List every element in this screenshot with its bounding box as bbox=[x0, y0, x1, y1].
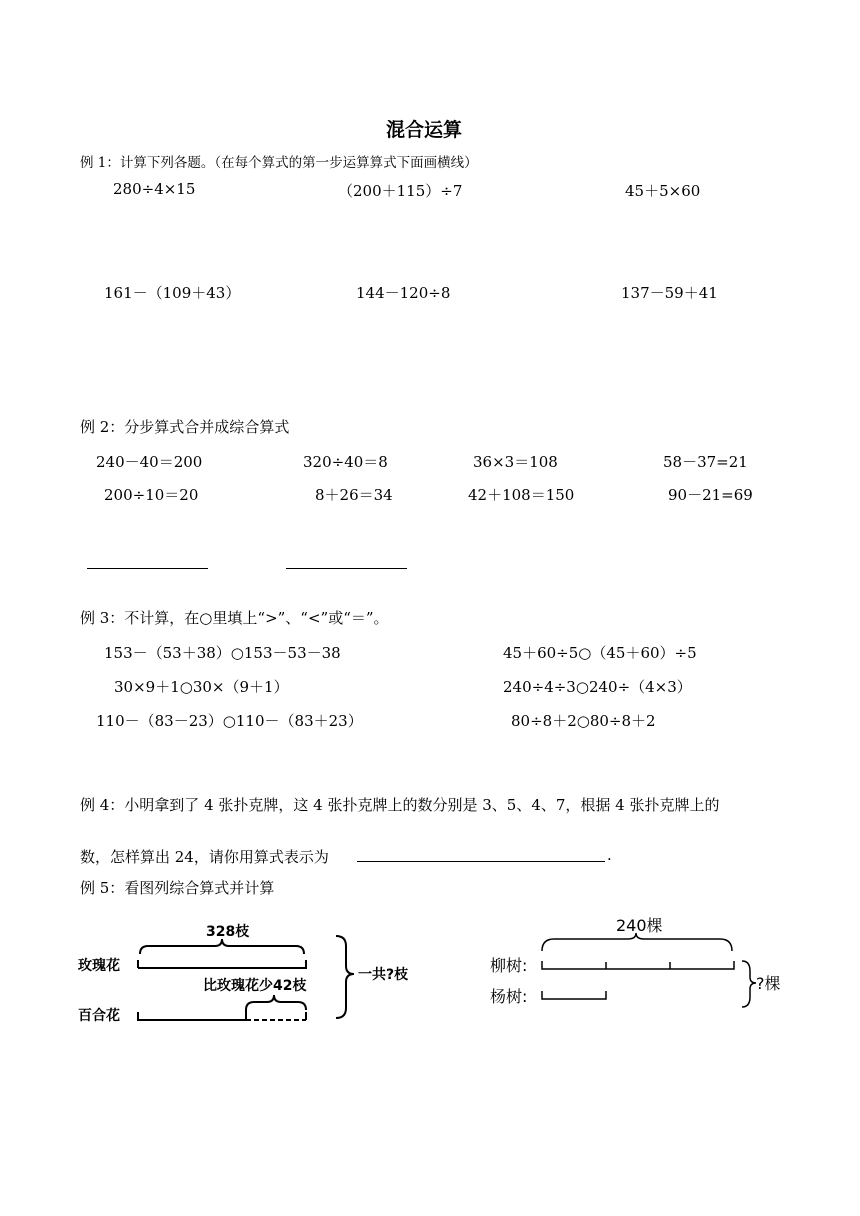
poplar-label: 杨树: bbox=[490, 987, 528, 1006]
ex3-compare: 80÷8＋2○80÷8＋2 bbox=[511, 712, 656, 730]
ex1-expr: （200＋115）÷7 bbox=[338, 182, 463, 200]
ex2-step: 200÷10＝20 bbox=[104, 486, 199, 504]
difference-brace bbox=[246, 995, 306, 1010]
ex1-expr: 161－（109＋43） bbox=[104, 284, 241, 302]
ex2-step: 240－40＝200 bbox=[96, 453, 203, 471]
ex1-heading: 例 1：计算下列各题。（在每个算式的第一步运算算式下面画横线） bbox=[80, 155, 478, 171]
ex1-expr: 280÷4×15 bbox=[113, 180, 196, 198]
ask-total-label: 一共?枝 bbox=[358, 967, 409, 983]
answer-line bbox=[357, 861, 605, 862]
tree-total-brace bbox=[742, 961, 756, 1007]
ex4-period: . bbox=[607, 846, 612, 864]
willow-bar bbox=[542, 961, 734, 969]
ex5-heading: 例 5：看图列综合算式并计算 bbox=[80, 879, 275, 897]
rose-total-label: 328枝 bbox=[206, 924, 250, 940]
flower-diagram bbox=[70, 912, 430, 1032]
rose-bar bbox=[138, 960, 306, 968]
ex2-step: 90－21=69 bbox=[668, 486, 753, 504]
ex4-text: 例 4：小明拿到了 4 张扑克牌，这 4 张扑克牌上的数分别是 3、5、4、7，根据 4 张扑克牌上的 bbox=[80, 796, 720, 814]
ex1-expr: 144－120÷8 bbox=[356, 284, 451, 302]
rose-brace bbox=[140, 939, 304, 954]
ex2-step: 8＋26＝34 bbox=[315, 486, 393, 504]
ex4-text: 数，怎样算出 24，请你用算式表示为 bbox=[80, 848, 329, 866]
lily-label: 百合花 bbox=[78, 1008, 120, 1024]
ex1-expr: 45＋5×60 bbox=[625, 182, 701, 200]
ex3-compare: 240÷4÷3○240÷（4×3） bbox=[503, 678, 692, 696]
ex2-heading: 例 2：分步算式合并成综合算式 bbox=[80, 418, 290, 436]
poplar-bar bbox=[542, 991, 606, 999]
ex2-step: 58－37=21 bbox=[663, 453, 748, 471]
answer-line bbox=[87, 568, 208, 569]
ex3-compare: 153－（53＋38）○153－53－38 bbox=[104, 644, 341, 662]
ex1-expr: 137－59＋41 bbox=[621, 284, 718, 302]
ask-trees-label: ?棵 bbox=[756, 974, 781, 993]
willow-brace bbox=[542, 933, 732, 951]
total-brace bbox=[336, 936, 354, 1018]
ex2-step: 36×3＝108 bbox=[473, 453, 558, 471]
ex3-compare: 45＋60÷5○（45＋60）÷5 bbox=[503, 644, 697, 662]
tree-diagram bbox=[480, 905, 810, 1015]
ex3-compare: 30×9＋1○30×（9＋1） bbox=[114, 678, 289, 696]
ex2-step: 42＋108＝150 bbox=[468, 486, 575, 504]
ex3-heading: 例 3：不计算，在○里填上“>”、“<”或“＝”。 bbox=[80, 609, 389, 627]
ex3-compare: 110－（83－23）○110－（83＋23） bbox=[96, 712, 363, 730]
rose-label: 玫瑰花 bbox=[78, 958, 120, 974]
ex2-step: 320÷40＝8 bbox=[303, 453, 388, 471]
lily-bar bbox=[138, 1010, 246, 1020]
willow-total-label: 240棵 bbox=[616, 916, 663, 935]
willow-label: 柳树: bbox=[490, 956, 528, 975]
difference-label: 比玫瑰花少42枝 bbox=[203, 978, 307, 994]
page-title: 混合运算 bbox=[386, 119, 463, 141]
answer-line bbox=[286, 568, 407, 569]
